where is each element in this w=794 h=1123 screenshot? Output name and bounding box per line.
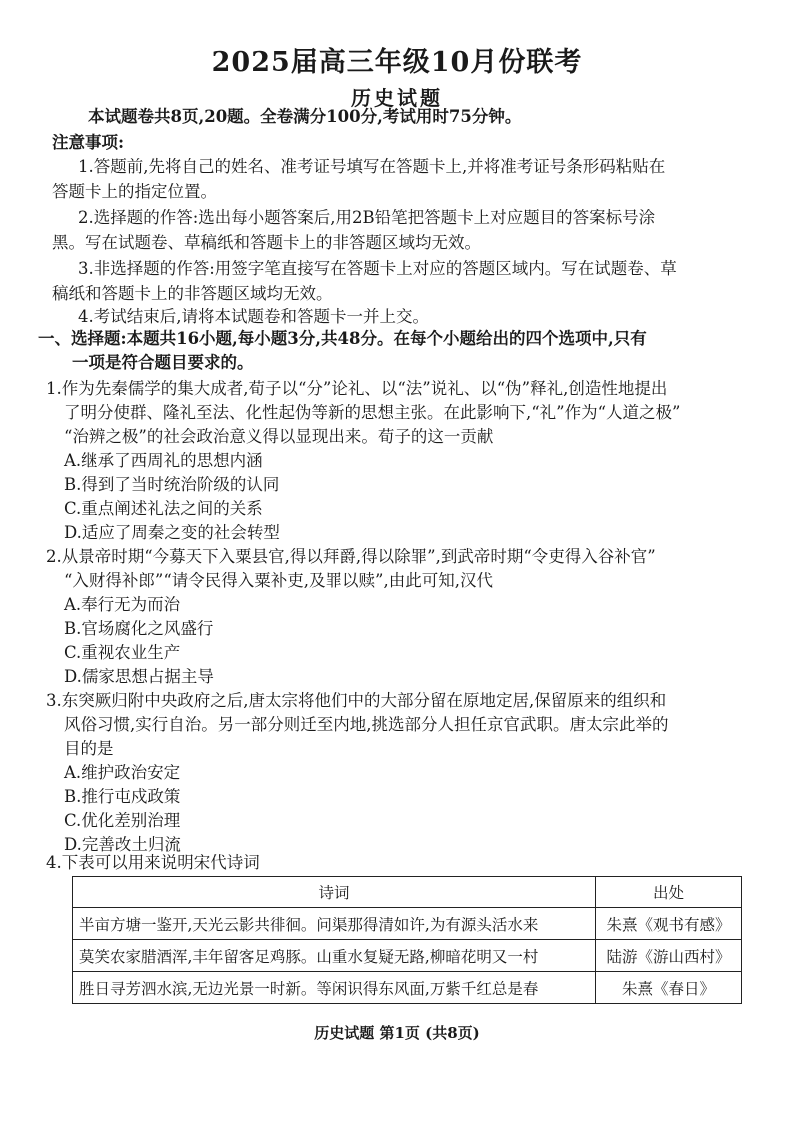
page-footer: 历史试题 第1页 (共8页) (314, 1024, 480, 1042)
q4-stem: 4.下表可以用来说明宋代诗词 (46, 853, 260, 872)
q3-stem: 目的是 (64, 739, 114, 758)
poetry-table (72, 876, 742, 1004)
source-cell: 朱熹《观书有感》 (596, 908, 742, 940)
notice-heading: 注意事项: (52, 133, 125, 152)
notice-line: 2.选择题的作答:选出每小题答案后,用2B铅笔把答题卡上对应题目的答案标号涂 (78, 208, 656, 227)
q1-option-b: B.得到了当时统治阶级的认同 (64, 475, 280, 494)
section-heading-cont: 一项是符合题目要求的。 (72, 353, 254, 372)
poem-cell: 莫笑农家腊酒浑,丰年留客足鸡豚。山重水复疑无路,柳暗花明又一村 (73, 940, 596, 972)
notice-line: 4.考试结束后,请将本试题卷和答题卡一并上交。 (78, 307, 429, 326)
table-header-row (73, 877, 742, 908)
q3-option-c: C.优化差别治理 (64, 811, 181, 830)
table-row (73, 940, 742, 972)
notice-line: 黑。写在试题卷、草稿纸和答题卡上的非答题区域均无效。 (52, 233, 481, 252)
notice-line: 3.非选择题的作答:用签字笔直接写在答题卡上对应的答题区域内。写在试题卷、草 (78, 259, 677, 278)
q2-option-c: C.重视农业生产 (64, 643, 181, 662)
q2-stem: 2.从景帝时期“今募天下入粟县官,得以拜爵,得以除罪”,到武帝时期“令吏得入谷补官” (46, 547, 656, 566)
table-row (73, 908, 742, 940)
q1-stem: “治辨之极”的社会政治意义得以显现出来。荀子的这一贡献 (64, 427, 494, 446)
q3-stem: 3.东突厥归附中央政府之后,唐太宗将他们中的大部分留在原地定居,保留原来的组织和 (46, 691, 667, 710)
q2-option-a: A.奉行无为而治 (64, 595, 181, 614)
q2-stem: “入财得补郎”“请令民得入粟补吏,及罪以赎”,由此可知,汉代 (64, 571, 493, 590)
q1-option-a: A.继承了西周礼的思想内涵 (64, 451, 263, 470)
exam-subject: 历史试题 (351, 86, 443, 110)
table-row (73, 972, 742, 1004)
q1-stem: 1.作为先秦儒学的集大成者,荀子以“分”论礼、以“法”说礼、以“伪”释礼,创造性地提出 (46, 379, 668, 398)
exam-info: 本试题卷共8页,20题。全卷满分100分,考试用时75分钟。 (88, 107, 522, 126)
poem-cell: 胜日寻芳泗水滨,无边光景一时新。等闲识得东风面,万紫千红总是春 (73, 972, 596, 1004)
section-heading: 一、选择题:本题共16小题,每小题3分,共48分。在每个小题给出的四个选项中,只有 (38, 329, 647, 348)
q1-option-c: C.重点阐述礼法之间的关系 (64, 499, 263, 518)
q3-option-b: B.推行屯戍政策 (64, 787, 181, 806)
source-cell: 朱熹《春日》 (596, 972, 742, 1004)
column-header-source: 出处 (596, 877, 742, 908)
q3-stem: 风俗习惯,实行自治。另一部分则迁至内地,挑选部分人担任京官武职。唐太宗此举的 (64, 715, 669, 734)
q2-option-b: B.官场腐化之风盛行 (64, 619, 214, 638)
q2-option-d: D.儒家思想占据主导 (64, 667, 214, 686)
q3-option-d: D.完善改土归流 (64, 835, 181, 854)
notice-line: 1.答题前,先将自己的姓名、准考证号填写在答题卡上,并将准考证号条形码粘贴在 (78, 157, 666, 176)
q1-option-d: D.适应了周秦之变的社会转型 (64, 523, 280, 542)
exam-title: 2025届高三年级10月份联考 (211, 47, 583, 78)
source-cell: 陆游《游山西村》 (596, 940, 742, 972)
column-header-poem: 诗词 (73, 877, 596, 908)
q1-stem: 了明分使群、隆礼至法、化性起伪等新的思想主张。在此影响下,“礼”作为“人道之极” (64, 403, 681, 422)
poem-cell: 半亩方塘一鉴开,天光云影共徘徊。问渠那得清如许,为有源头活水来 (73, 908, 596, 940)
notice-line: 答题卡上的指定位置。 (52, 182, 217, 201)
q3-option-a: A.维护政治安定 (64, 763, 181, 782)
notice-line: 稿纸和答题卡上的非答题区域均无效。 (52, 284, 333, 303)
